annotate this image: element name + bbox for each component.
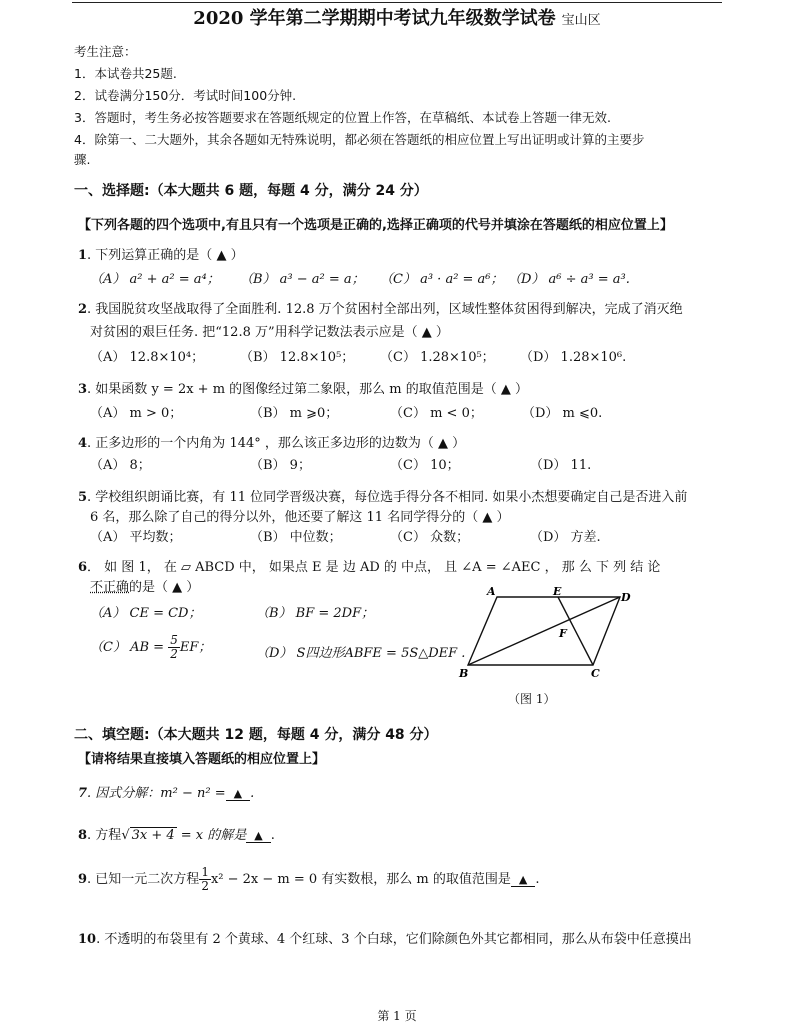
q2-option-d: （D） 1.28×10⁶. xyxy=(520,350,627,365)
label-f: F xyxy=(559,627,567,640)
q6-option-b: （B） BF = 2DF； xyxy=(256,606,375,621)
q4-option-b: （B） 9； xyxy=(250,458,311,473)
notice-item-4-cont: 骤. xyxy=(74,152,91,167)
header-rule xyxy=(72,2,722,3)
q6-option-c-pre: （C） AB = xyxy=(90,640,165,655)
q4-text: . 正多边形的一个内角为 144° ，那么该正多边形的边数为（ ▲ ） xyxy=(87,436,466,451)
notice-item-3: 3．答题时，考生务必按答题要求在答题纸规定的位置上作答，在草稿纸、本试卷上答题一律无效. xyxy=(74,110,611,125)
district-label: 宝山区 xyxy=(561,13,601,28)
q9-fraction-den: 2 xyxy=(201,879,209,893)
q6-stem-1 xyxy=(78,556,660,575)
q8-text-post: = x 的解是 xyxy=(176,828,247,843)
q1-option-a: （A） a² + a² = a⁴； xyxy=(90,272,220,287)
q3-number: 3 xyxy=(78,382,88,397)
q7-text: . 因式分解：m² − n² = xyxy=(87,786,226,801)
q2-option-a: （A） 12.8×10⁴； xyxy=(90,350,205,365)
q3-option-c: （C） m < 0； xyxy=(390,406,483,421)
q7-end: . xyxy=(250,786,255,801)
q5-stem-2: 6 名，那么除了自己的得分以外，他还要了解这 11 名同学得分的（ ▲ ） xyxy=(90,510,510,525)
notice-item-2: 2．试卷满分150分．考试时间100分钟. xyxy=(74,88,297,103)
section1-instruction: 【下列各题的四个选项中,有且只有一个选项是正确的,选择正确项的代号并填涂在答题纸的相应位置上】 xyxy=(78,218,673,233)
q6-emphasis: 不正确 xyxy=(90,580,130,595)
figure-1-caption: （图 1） xyxy=(508,692,556,706)
q5-stem-1 xyxy=(78,486,687,505)
label-a: A xyxy=(487,585,496,598)
label-b: B xyxy=(459,667,469,680)
q4-option-d: （D） 11. xyxy=(530,458,592,473)
q5-number: 5 xyxy=(78,490,88,505)
q6-fraction-den: 2 xyxy=(170,647,178,661)
q7-number: 7 xyxy=(78,786,88,801)
q6-option-c-fraction xyxy=(168,634,180,661)
q9-stem xyxy=(78,866,540,893)
figure-1-parallelogram xyxy=(455,585,640,695)
q10-text: . 不透明的布袋里有 2 个黄球、4 个红球、3 个白球，它们除颜色外其它都相同，那么从布袋中任意摸出 xyxy=(96,932,692,947)
q1-option-c: （C） a³ · a² = a⁶； xyxy=(380,272,504,287)
notice-item-4: 4．除第一、二大题外，其余各题如无特殊说明，都必须在答题纸的相应位置上写出证明或计算的主要步 xyxy=(74,132,645,147)
q4-option-a: （A） 8； xyxy=(90,458,151,473)
q1-stem xyxy=(78,244,244,263)
q3-stem xyxy=(78,378,528,397)
q2-stem-1 xyxy=(78,298,683,317)
q8-end: . xyxy=(270,828,275,843)
q6-fraction-num: 5 xyxy=(170,633,178,647)
q4-number: 4 xyxy=(78,436,88,451)
q8-radicand: 3x + 4 xyxy=(131,828,175,843)
section1-heading: 一、选择题:（本大题共 6 题，每题 4 分，满分 24 分） xyxy=(74,183,428,199)
q9-fraction xyxy=(199,866,211,893)
q2-option-c: （C） 1.28×10⁵； xyxy=(380,350,495,365)
q5-text-1: . 学校组织朗诵比赛，有 11 位同学晋级决赛，每位选手得分各不相同. 如果小杰想要确定自己是否进入前 xyxy=(87,490,688,505)
q1-text: . 下列运算正确的是（ ▲ ） xyxy=(87,248,244,263)
notice-heading: 考生注意： xyxy=(74,44,137,59)
q9-number: 9 xyxy=(78,872,88,887)
q8-blank: ▲ xyxy=(246,829,270,843)
q2-number: 2 xyxy=(78,302,88,317)
q7-stem xyxy=(78,782,254,801)
q8-text-pre: . 方程 xyxy=(87,828,122,843)
q6-stem-2 xyxy=(90,576,199,595)
q3-text: . 如果函数 y = 2x + m 的图像经过第二象限，那么 m 的取值范围是（ ▲ ） xyxy=(87,382,529,397)
q6-option-c xyxy=(90,634,211,661)
q2-option-b: （B） 12.8×10⁵； xyxy=(240,350,355,365)
exam-title: 2020 学年第二学期期中考试九年级数学试卷 xyxy=(193,8,556,29)
q4-stem xyxy=(78,432,465,451)
q5-option-d: （D） 方差. xyxy=(530,530,601,545)
q3-option-a: （A） m > 0； xyxy=(90,406,183,421)
q10-stem xyxy=(78,928,692,947)
q9-text-pre: . 已知一元二次方程 xyxy=(87,872,200,887)
q3-option-b: （B） m ⩾0； xyxy=(250,406,339,421)
q6-option-d: （D） S四边形ABFE = 5S△DEF . xyxy=(256,646,466,661)
q9-fraction-num: 1 xyxy=(201,865,209,879)
q6-text-1: ． 如 图 1， 在 ▱ ABCD 中， 如果点 E 是 边 AD 的 中点， 且 ∠A = ∠AEC ， 那 么 下 列 结 论 xyxy=(87,560,661,575)
q9-end: . xyxy=(535,872,540,887)
q8-stem: 8. 方程√ 3x + 4 = x 的解是 ▲ . xyxy=(78,828,275,843)
q9-text-post: x² − 2x − m = 0 有实数根，那么 m 的取值范围是 xyxy=(210,872,511,887)
q8-number: 8 xyxy=(78,828,88,843)
q1-option-b: （B） a³ − a² = a； xyxy=(240,272,365,287)
q9-blank: ▲ xyxy=(511,873,535,887)
q4-option-c: （C） 10； xyxy=(390,458,460,473)
label-e: E xyxy=(553,585,562,598)
q5-option-a: （A） 平均数； xyxy=(90,530,182,545)
q6-option-c-post: EF； xyxy=(179,640,212,655)
q7-blank: ▲ xyxy=(226,787,250,801)
q6-option-a: （A） CE = CD； xyxy=(90,606,202,621)
q5-option-b: （B） 中位数； xyxy=(250,530,342,545)
q1-number: 1 xyxy=(78,248,88,263)
page-title xyxy=(0,4,794,30)
q6-text-2: 的是（ ▲ ） xyxy=(129,580,200,595)
q1-option-d: （D） a⁶ ÷ a³ = a³. xyxy=(508,272,630,287)
page-number: 第 1 页 xyxy=(377,1009,417,1023)
q6-number: 6 xyxy=(78,560,88,575)
q2-text-1: . 我国脱贫攻坚战取得了全面胜利. 12.8 万个贫困村全部出列，区域性整体贫困得到解决，完成了消灭绝 xyxy=(87,302,683,317)
section2-heading: 二、填空题:（本大题共 12 题，每题 4 分，满分 48 分） xyxy=(74,727,438,743)
label-d: D xyxy=(621,591,631,604)
q10-number: 10 xyxy=(78,932,97,947)
q3-option-d: （D） m ⩽0. xyxy=(522,406,603,421)
section2-instruction: 【请将结果直接填入答题纸的相应位置上】 xyxy=(78,752,326,767)
q5-option-c: （C） 众数； xyxy=(390,530,470,545)
label-c: C xyxy=(591,667,600,680)
q2-stem-2: 对贫困的艰巨任务. 把“12.8 万”用科学记数法表示应是（ ▲ ） xyxy=(90,325,449,340)
notice-item-1: 1．本试卷共25题. xyxy=(74,66,177,81)
